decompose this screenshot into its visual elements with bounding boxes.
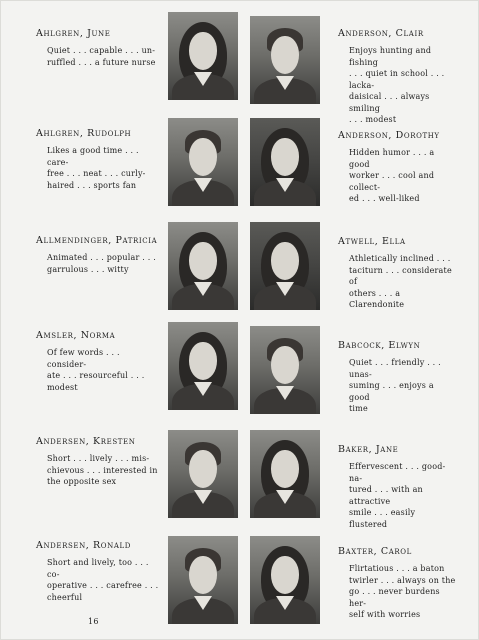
student-name: Ahlgren, June: [36, 28, 111, 39]
description-line: chievous . . . interested in: [47, 465, 158, 475]
senior-entry-babcock-elwyn: [338, 340, 456, 415]
senior-entry-baxter-carol: [338, 546, 456, 621]
senior-entry-ahlgren-rudolph: [36, 128, 160, 191]
description-line: garrulous . . . witty: [47, 264, 129, 274]
senior-entry-allmendinger-patricia: [36, 235, 160, 275]
description-line: the opposite sex: [47, 477, 117, 486]
description-line: Quiet . . . capable . . . un-: [47, 46, 156, 55]
senior-entry-ahlgren-june: [36, 28, 160, 68]
senior-entry-anderson-clair: [338, 28, 456, 126]
student-description: [338, 357, 456, 415]
student-name: Babcock, Elwyn: [338, 340, 421, 351]
description-line: ed . . . well-liked: [349, 194, 420, 203]
portrait-photo: [168, 430, 238, 518]
portrait-photo: [168, 12, 238, 100]
description-line: taciturn . . . considerate of: [349, 265, 452, 286]
description-line: suming . . . enjoys a good: [349, 381, 434, 402]
senior-entry-amsler-norma: [36, 330, 160, 393]
student-description: [338, 563, 456, 621]
description-line: . . . modest: [349, 115, 397, 124]
student-description: [36, 45, 160, 68]
description-line: tured . . . with an attractive: [349, 485, 423, 506]
description-line: worker . . . cool and collect-: [349, 171, 435, 192]
student-name: Atwell, Ella: [338, 236, 406, 247]
senior-entry-atwell-ella: [338, 236, 456, 311]
description-line: daisical . . . always smiling: [349, 92, 430, 113]
student-description: [36, 145, 160, 191]
description-line: Animated . . . popular . . .: [47, 253, 156, 262]
student-name: Anderson, Dorothy: [338, 130, 440, 141]
student-name: Anderson, Clair: [338, 28, 424, 39]
description-line: Of few words . . . consider-: [47, 348, 120, 369]
description-line: Athletically inclined . . .: [349, 254, 451, 263]
student-description: [338, 147, 456, 205]
student-name: Allmendinger, Patricia: [36, 235, 158, 246]
description-line: Short and lively, too . . . co-: [47, 558, 149, 579]
description-line: Enjoys hunting and fishing: [349, 46, 432, 67]
description-line: Short . . . lively . . . mis-: [47, 454, 150, 463]
portrait-photo: [168, 118, 238, 206]
portrait-photo: [250, 222, 320, 310]
senior-entry-baker-jane: [338, 444, 456, 530]
student-description: [338, 45, 456, 126]
description-line: ruffled . . . a future nurse: [47, 57, 156, 67]
description-line: twirler . . . always on the: [349, 575, 456, 585]
description-line: cheerful: [47, 592, 83, 602]
portrait-photo: [250, 118, 320, 206]
student-name: Baxter, Carol: [338, 546, 412, 557]
description-line: free . . . neat . . . curly-: [47, 169, 146, 178]
student-name: Ahlgren, Rudolph: [36, 128, 132, 139]
description-line: operative . . . carefree . . .: [47, 581, 159, 590]
page-number: 16: [88, 617, 99, 626]
portrait-photo: [168, 222, 238, 310]
student-name: Andersen, Ronald: [36, 540, 131, 551]
student-name: Baker, Jane: [338, 444, 399, 455]
senior-entry-anderson-dorothy: [338, 130, 456, 205]
description-line: Quiet . . . friendly . . . unas-: [349, 358, 441, 379]
description-line: self with worries: [349, 610, 421, 619]
student-description: [338, 253, 456, 311]
portrait-photo: [250, 430, 320, 518]
portrait-photo: [168, 322, 238, 410]
student-description: [338, 461, 456, 530]
portrait-photo: [168, 536, 238, 624]
description-line: Hidden humor . . . a good: [349, 148, 435, 169]
description-line: . . . quiet in school . . . lacka-: [349, 69, 445, 90]
senior-entry-andersen-kresten: [36, 436, 160, 488]
portrait-photo: [250, 16, 320, 104]
student-description: [36, 347, 160, 393]
student-name: Andersen, Kresten: [36, 436, 136, 447]
description-line: ate . . . resourceful . . . modest: [47, 371, 145, 392]
senior-entry-andersen-ronald: [36, 540, 160, 603]
portrait-photo: [250, 536, 320, 624]
description-line: Flirtatious . . . a baton: [349, 564, 445, 573]
student-description: [36, 252, 160, 275]
description-line: Likes a good time . . . care-: [47, 146, 139, 167]
description-line: haired . . . sports fan: [47, 180, 137, 190]
description-line: go . . . never burdens her-: [349, 587, 440, 608]
student-description: [36, 557, 160, 603]
student-description: [36, 453, 160, 488]
portrait-photo: [250, 326, 320, 414]
description-line: smile . . . easily flustered: [349, 508, 416, 529]
description-line: others . . . a Clarendonite: [349, 288, 405, 309]
description-line: time: [349, 404, 368, 413]
student-name: Amsler, Norma: [36, 330, 116, 341]
description-line: Effervescent . . . good-na-: [349, 462, 446, 483]
